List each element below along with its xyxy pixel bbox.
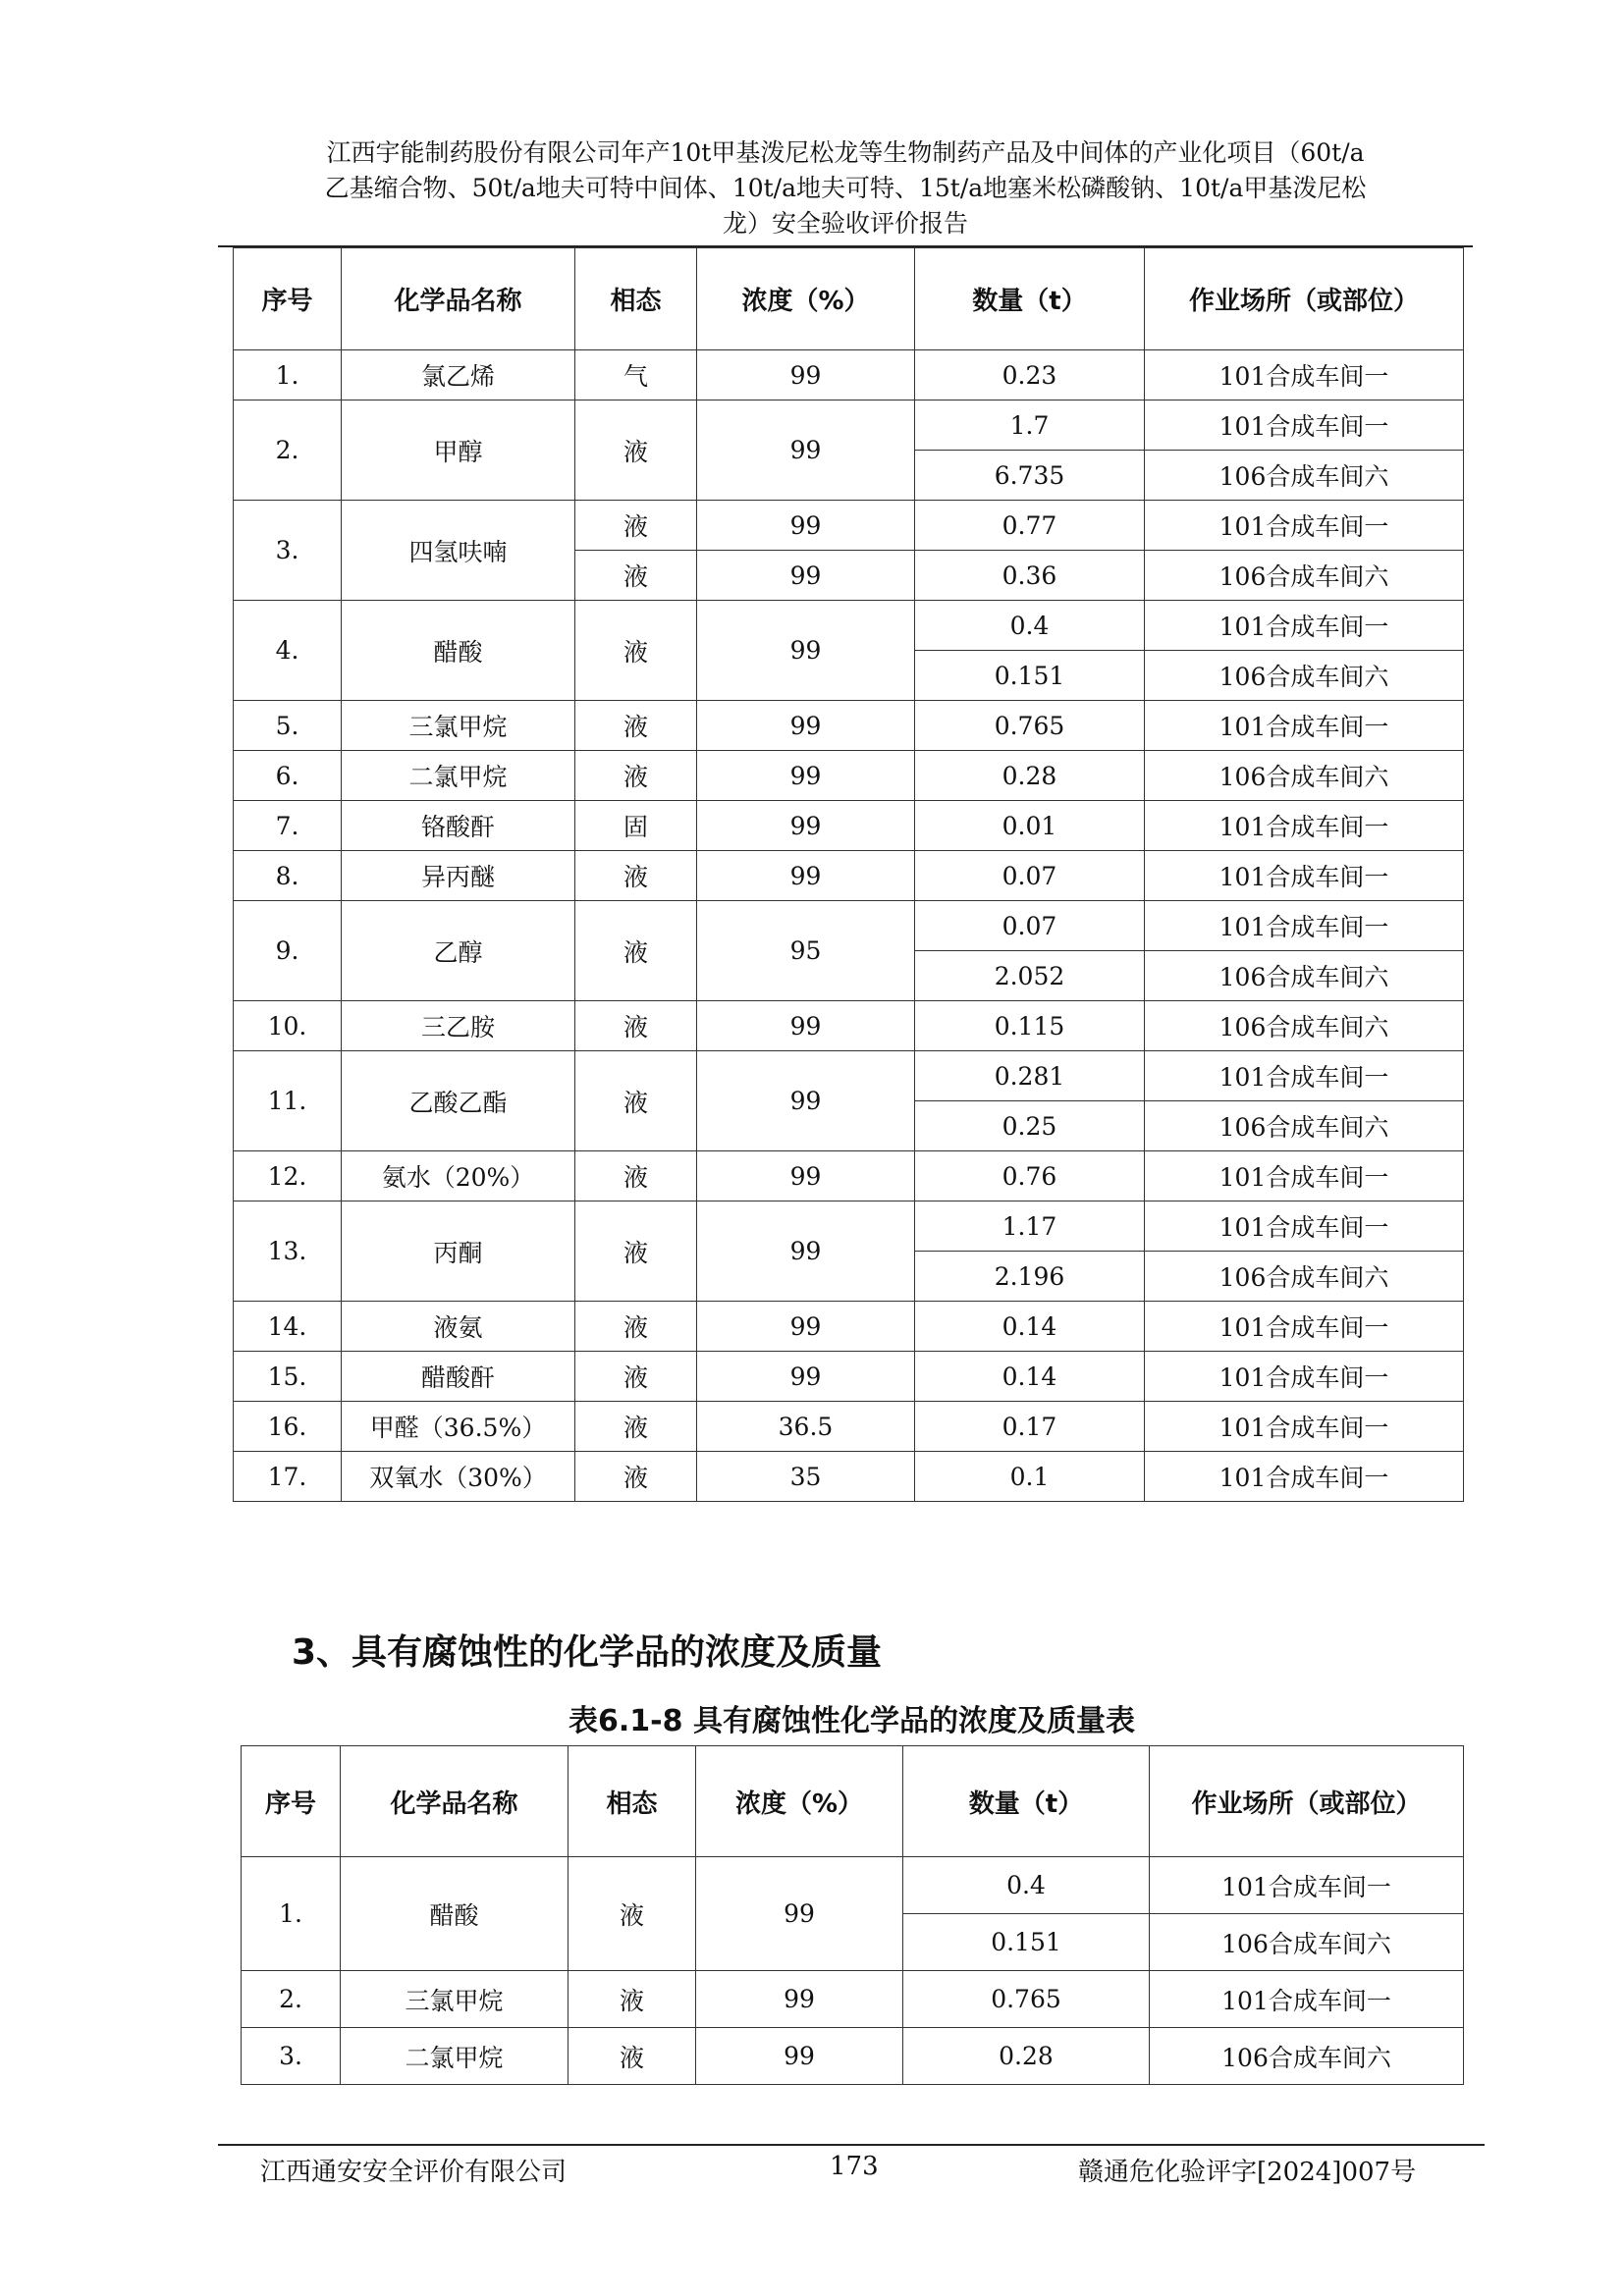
col-header-name: 化学品名称 — [342, 248, 575, 350]
footer-page-number: 173 — [830, 2152, 879, 2181]
location-cell: 101合成车间一 — [1145, 400, 1464, 451]
header-line-1: 江西宇能制药股份有限公司年产10t甲基泼尼松龙等生物制药产品及中间体的产业化项目（60t/a — [326, 138, 1365, 167]
chemical-name: 氨水（20%） — [342, 1151, 575, 1201]
concentration-cell: 99 — [697, 1151, 915, 1201]
phase-cell: 液 — [568, 1971, 696, 2028]
row-number: 7. — [234, 801, 342, 851]
row-number: 14. — [234, 1302, 342, 1352]
table-row — [234, 1201, 1464, 1252]
quantity-cell: 6.735 — [915, 451, 1145, 501]
location-cell: 101合成车间一 — [1145, 1051, 1464, 1101]
location-cell: 106合成车间六 — [1145, 751, 1464, 801]
section-title: 3、具有腐蚀性的化学品的浓度及质量 — [292, 1632, 883, 1673]
concentration-cell: 99 — [697, 400, 915, 501]
location-cell: 101合成车间一 — [1145, 1151, 1464, 1201]
concentration-cell: 99 — [697, 501, 915, 551]
table-row — [234, 1001, 1464, 1051]
col-header-no: 序号 — [242, 1746, 341, 1857]
phase-cell: 液 — [575, 551, 697, 601]
location-cell: 101合成车间一 — [1145, 601, 1464, 651]
footer-rule — [218, 2144, 1485, 2146]
location-cell: 101合成车间一 — [1150, 1971, 1464, 2028]
chemical-name: 乙酸乙酯 — [342, 1051, 575, 1151]
phase-cell: 液 — [568, 2028, 696, 2085]
page-header — [218, 135, 1473, 241]
table-row — [242, 2028, 1464, 2085]
location-cell: 106合成车间六 — [1145, 651, 1464, 701]
concentration-cell: 36.5 — [697, 1402, 915, 1452]
col-header-location: 作业场所（或部位） — [1150, 1746, 1464, 1857]
table-row — [234, 1402, 1464, 1452]
quantity-cell: 0.25 — [915, 1101, 1145, 1151]
table-row — [234, 501, 1464, 551]
col-header-quantity: 数量（t） — [903, 1746, 1150, 1857]
concentration-cell: 99 — [697, 350, 915, 400]
table-row — [242, 1857, 1464, 1914]
chemical-name: 甲醛（36.5%） — [342, 1402, 575, 1452]
location-cell: 106合成车间六 — [1145, 1001, 1464, 1051]
table-row — [234, 851, 1464, 901]
quantity-cell: 0.36 — [915, 551, 1145, 601]
quantity-cell: 0.151 — [915, 651, 1145, 701]
table-header-row — [242, 1746, 1464, 1857]
location-cell: 106合成车间六 — [1145, 551, 1464, 601]
location-cell: 101合成车间一 — [1145, 801, 1464, 851]
concentration-cell: 99 — [697, 1352, 915, 1402]
row-number: 2. — [234, 400, 342, 501]
concentration-cell: 99 — [697, 551, 915, 601]
location-cell: 106合成车间六 — [1150, 2028, 1464, 2085]
col-header-location: 作业场所（或部位） — [1145, 248, 1464, 350]
row-number: 3. — [242, 2028, 341, 2085]
location-cell: 101合成车间一 — [1145, 1452, 1464, 1502]
row-number: 12. — [234, 1151, 342, 1201]
header-line-3: 龙）安全验收评价报告 — [722, 209, 968, 238]
location-cell: 101合成车间一 — [1150, 1857, 1464, 1914]
phase-cell: 液 — [575, 501, 697, 551]
concentration-cell: 99 — [697, 751, 915, 801]
row-number: 5. — [234, 701, 342, 751]
chemical-name: 甲醇 — [342, 400, 575, 501]
concentration-cell: 35 — [697, 1452, 915, 1502]
chemical-name: 双氧水（30%） — [342, 1452, 575, 1502]
quantity-cell: 0.4 — [903, 1857, 1150, 1914]
phase-cell: 液 — [575, 701, 697, 751]
table-row — [234, 751, 1464, 801]
quantity-cell: 0.01 — [915, 801, 1145, 851]
table-row — [234, 1452, 1464, 1502]
phase-cell: 液 — [575, 901, 697, 1001]
quantity-cell: 2.052 — [915, 951, 1145, 1001]
phase-cell: 液 — [575, 1452, 697, 1502]
location-cell: 101合成车间一 — [1145, 1352, 1464, 1402]
table-row — [234, 350, 1464, 400]
table-row — [234, 901, 1464, 951]
phase-cell: 液 — [575, 400, 697, 501]
concentration-cell: 99 — [697, 1051, 915, 1151]
chemical-name: 醋酸 — [342, 601, 575, 701]
quantity-cell: 0.28 — [915, 751, 1145, 801]
quantity-cell: 0.765 — [903, 1971, 1150, 2028]
phase-cell: 液 — [575, 1151, 697, 1201]
row-number: 3. — [234, 501, 342, 601]
row-number: 2. — [242, 1971, 341, 2028]
table-header-row — [234, 248, 1464, 350]
table-row — [234, 701, 1464, 751]
row-number: 4. — [234, 601, 342, 701]
table-row — [234, 1302, 1464, 1352]
phase-cell: 液 — [575, 601, 697, 701]
quantity-cell: 1.7 — [915, 400, 1145, 451]
quantity-cell: 0.07 — [915, 901, 1145, 951]
phase-cell: 液 — [575, 1201, 697, 1302]
chemical-name: 乙醇 — [342, 901, 575, 1001]
chemical-name: 醋酸 — [341, 1857, 568, 1971]
row-number: 16. — [234, 1402, 342, 1452]
phase-cell: 液 — [575, 1302, 697, 1352]
chemical-name: 二氯甲烷 — [342, 751, 575, 801]
chemical-name: 醋酸酐 — [342, 1352, 575, 1402]
row-number: 8. — [234, 851, 342, 901]
col-header-no: 序号 — [234, 248, 342, 350]
location-cell: 101合成车间一 — [1145, 851, 1464, 901]
table-row — [234, 801, 1464, 851]
table-row — [234, 1051, 1464, 1101]
quantity-cell: 0.77 — [915, 501, 1145, 551]
footer-document-number: 赣通危化验评字[2024]007号 — [1078, 2158, 1417, 2187]
row-number: 17. — [234, 1452, 342, 1502]
quantity-cell: 0.281 — [915, 1051, 1145, 1101]
concentration-cell: 99 — [696, 2028, 903, 2085]
concentration-cell: 99 — [697, 1001, 915, 1051]
location-cell: 101合成车间一 — [1145, 901, 1464, 951]
row-number: 1. — [242, 1857, 341, 1971]
quantity-cell: 0.14 — [915, 1302, 1145, 1352]
quantity-cell: 0.17 — [915, 1402, 1145, 1452]
location-cell: 101合成车间一 — [1145, 501, 1464, 551]
location-cell: 101合成车间一 — [1145, 701, 1464, 751]
col-header-name: 化学品名称 — [341, 1746, 568, 1857]
table-row — [234, 601, 1464, 651]
quantity-cell: 2.196 — [915, 1252, 1145, 1302]
table-row — [242, 1971, 1464, 2028]
row-number: 1. — [234, 350, 342, 400]
chemical-name: 铬酸酐 — [342, 801, 575, 851]
phase-cell: 液 — [575, 1352, 697, 1402]
row-number: 6. — [234, 751, 342, 801]
location-cell: 106合成车间六 — [1150, 1914, 1464, 1971]
quantity-cell: 0.151 — [903, 1914, 1150, 1971]
table-caption: 表6.1-8 具有腐蚀性化学品的浓度及质量表 — [568, 1704, 1135, 1738]
chemical-name: 氯乙烯 — [342, 350, 575, 400]
chemical-name: 四氢呋喃 — [342, 501, 575, 601]
chemical-name: 丙酮 — [342, 1201, 575, 1302]
phase-cell: 液 — [575, 1051, 697, 1151]
concentration-cell: 99 — [697, 851, 915, 901]
concentration-cell: 99 — [697, 1201, 915, 1302]
row-number: 13. — [234, 1201, 342, 1302]
row-number: 15. — [234, 1352, 342, 1402]
quantity-cell: 0.28 — [903, 2028, 1150, 2085]
header-line-2: 乙基缩合物、50t/a地夫可特中间体、10t/a地夫可特、15t/a地塞米松磷酸钠、10t/a甲基泼尼松 — [324, 174, 1367, 202]
chemical-name: 三乙胺 — [342, 1001, 575, 1051]
location-cell: 106合成车间六 — [1145, 451, 1464, 501]
concentration-cell: 99 — [696, 1971, 903, 2028]
chemical-name: 三氯甲烷 — [342, 701, 575, 751]
chemical-name: 液氨 — [342, 1302, 575, 1352]
quantity-cell: 0.14 — [915, 1352, 1145, 1402]
concentration-cell: 95 — [697, 901, 915, 1001]
quantity-cell: 1.17 — [915, 1201, 1145, 1252]
footer-company: 江西通安安全评价有限公司 — [260, 2158, 568, 2187]
location-cell: 106合成车间六 — [1145, 1101, 1464, 1151]
corrosive-chemicals-table — [241, 1745, 1464, 2085]
phase-cell: 液 — [575, 1001, 697, 1051]
location-cell: 101合成车间一 — [1145, 1201, 1464, 1252]
quantity-cell: 0.07 — [915, 851, 1145, 901]
table-row — [234, 1151, 1464, 1201]
flammable-chemicals-table — [233, 247, 1464, 1502]
phase-cell: 液 — [568, 1857, 696, 1971]
col-header-quantity: 数量（t） — [915, 248, 1145, 350]
location-cell: 101合成车间一 — [1145, 350, 1464, 400]
phase-cell: 固 — [575, 801, 697, 851]
row-number: 9. — [234, 901, 342, 1001]
location-cell: 106合成车间六 — [1145, 951, 1464, 1001]
concentration-cell: 99 — [697, 601, 915, 701]
phase-cell: 液 — [575, 751, 697, 801]
quantity-cell: 0.1 — [915, 1452, 1145, 1502]
phase-cell: 气 — [575, 350, 697, 400]
quantity-cell: 0.4 — [915, 601, 1145, 651]
concentration-cell: 99 — [697, 1302, 915, 1352]
col-header-concentration: 浓度（%） — [697, 248, 915, 350]
col-header-concentration: 浓度（%） — [696, 1746, 903, 1857]
phase-cell: 液 — [575, 851, 697, 901]
col-header-phase: 相态 — [568, 1746, 696, 1857]
location-cell: 101合成车间一 — [1145, 1402, 1464, 1452]
chemical-name: 异丙醚 — [342, 851, 575, 901]
table-row — [234, 1352, 1464, 1402]
chemical-name: 三氯甲烷 — [341, 1971, 568, 2028]
concentration-cell: 99 — [696, 1857, 903, 1971]
location-cell: 101合成车间一 — [1145, 1302, 1464, 1352]
concentration-cell: 99 — [697, 701, 915, 751]
quantity-cell: 0.115 — [915, 1001, 1145, 1051]
quantity-cell: 0.76 — [915, 1151, 1145, 1201]
concentration-cell: 99 — [697, 801, 915, 851]
location-cell: 106合成车间六 — [1145, 1252, 1464, 1302]
row-number: 11. — [234, 1051, 342, 1151]
phase-cell: 液 — [575, 1402, 697, 1452]
col-header-phase: 相态 — [575, 248, 697, 350]
table-row — [234, 400, 1464, 451]
quantity-cell: 0.765 — [915, 701, 1145, 751]
row-number: 10. — [234, 1001, 342, 1051]
chemical-name: 二氯甲烷 — [341, 2028, 568, 2085]
quantity-cell: 0.23 — [915, 350, 1145, 400]
